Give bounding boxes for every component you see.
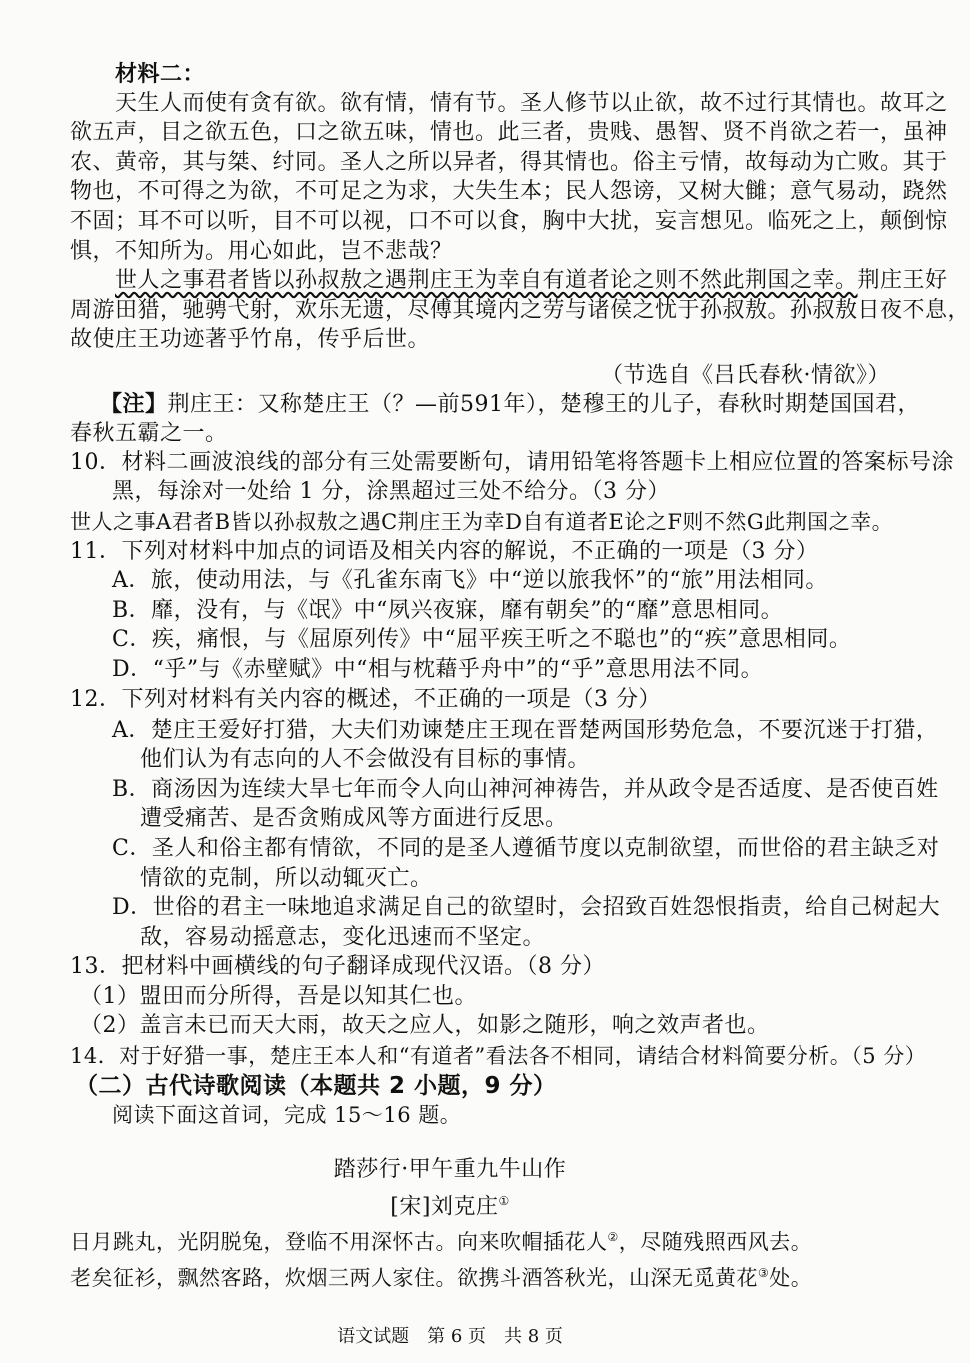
question-12-option-a-cont: 他们认为有志向的人不会做没有目标的事情。: [140, 747, 591, 773]
question-11-option-a: A．旅，使动用法，与《孔雀东南飞》中“逆以旅我怀”的“旅”用法相同。: [112, 568, 828, 594]
question-12-option-b-cont: 遭受痛苦、是否贪贿成风等方面进行反思。: [140, 806, 568, 832]
text-line: 欲五声，目之欲五色，口之欲五味，情也。此三者，贵贱、愚智、贤不肖欲之若一，虽神: [70, 120, 948, 146]
question-13-sentence-1: （1）盟田而分所得，吾是以知其仁也。: [80, 983, 477, 1009]
text-line: 故使庄王功迹著乎竹帛，传乎后世。: [70, 327, 431, 353]
text-line: 惧，不知所为。用心如此，岂不悲哉？: [70, 238, 453, 264]
question-10-stem: 10．材料二画波浪线的部分有三处需要断句，请用铅笔将答题卡上相应位置的答案标号涂: [70, 449, 954, 475]
footnote-marker: ③: [758, 1266, 770, 1280]
question-11-option-b: B．靡，没有，与《氓》中“夙兴夜寐，靡有朝矣”的“靡”意思相同。: [112, 597, 784, 623]
wavy-underlined-sentence: 世人之事君者皆以孙叔敖之遇荆庄王为幸自有道者论之则不然此荆国之幸。: [115, 268, 858, 294]
poem-text: ，尽随残照西风去。: [618, 1230, 813, 1254]
wavy-line-paragraph: [115, 266, 948, 296]
text-span: 荆庄王好: [857, 268, 948, 294]
note-text: 荆庄王：又称楚庄王（？—前591年），楚穆王的儿子，春秋时期楚国国君，: [167, 391, 921, 417]
question-12-option-c: C．圣人和俗主都有情欲，不同的是圣人遵循节度以克制欲望，而世俗的君主缺乏对: [112, 836, 940, 862]
page-footer: 语文试题 第 6 页 共 8 页: [337, 1326, 563, 1347]
text-line: 天生人而使有贪有欲。欲有情，情有节。圣人修节以止欲，故不过行其情也。故耳之: [115, 90, 948, 116]
question-12-option-d: D．世俗的君主一味地追求满足自己的欲望时，会招致百姓怨恨指责，给自己树起大: [112, 895, 941, 921]
section-2-title: （二）古代诗歌阅读（本题共 2 小题，9 分）: [75, 1073, 557, 1100]
question-12-option-a: A．楚庄王爱好打猎，大夫们劝谏楚庄王现在晋楚两国形势危急，不要沉迷于打猎，: [112, 717, 939, 743]
question-11-option-d: D．“乎”与《赤壁赋》中“相与枕藉乎舟中”的“乎”意思用法不同。: [112, 656, 764, 682]
question-11-stem: 11．下列对材料中加点的词语及相关内容的解说，不正确的一项是（3 分）: [70, 538, 819, 564]
material-heading: 材料二：: [115, 62, 206, 87]
question-12-option-b: B．商汤因为连续大旱七年而令人向山神河神祷告，并从政令是否适度、是否使百姓: [112, 776, 939, 802]
note-line: [100, 390, 920, 420]
text-line: 农、黄帝，其与桀、纣同。圣人之所以异者，得其情也。俗主亏情，故每动为亡败。其于: [70, 149, 948, 175]
text-line: 物也，不可得之为欲，不可足之为求，大失生本；民人怨谤，又树大雠；意气易动，跷然: [70, 179, 948, 205]
note-line-2: 春秋五霸之一。: [70, 421, 228, 447]
poem-author-name: [宋]刘克庄: [390, 1194, 499, 1220]
footnote-marker: ①: [498, 1194, 510, 1208]
poem-text: 日月跳丸，光阴脱兔，登临不用深怀古。向来吹帽插花人: [70, 1230, 608, 1254]
question-13-sentence-2: （2）盖言未已而天大雨，故天之应人，如影之随形，响之效声者也。: [80, 1013, 770, 1039]
poem-title: 踏莎行·甲午重九牛山作: [333, 1157, 567, 1182]
question-10-sentence: 世人之事A君者B皆以孙叔敖之遇C荆庄王为幸D自有道者E论之F则不然G此荆国之幸。: [70, 510, 894, 534]
text-line: 周游田猎，驰骋弋射，欢乐无遗，尽傅其境内之劳与诸侯之忧于孙叔敖。孙叔敖日夜不息，: [70, 297, 970, 323]
question-12-option-d-cont: 敌，容易动摇意志，变化迅速而不坚定。: [140, 924, 546, 950]
poem-line-1: [70, 1222, 812, 1257]
text-line: 不固；耳不可以听，目不可以视，口不可以食，胸中大扰，妄言想见。临死之上，颠倒惊: [70, 209, 948, 235]
poem-text: 老矣征衫，飘然客路，炊烟三两人家住。欲携斗酒答秋光，山深无觅黄花: [70, 1266, 758, 1290]
question-11-option-c: C．疾，痛恨，与《屈原列传》中“屈平疾王听之不聪也”的“疾”意思相同。: [112, 627, 852, 653]
question-12-option-c-cont: 情欲的克制，所以动辄灭亡。: [140, 865, 433, 891]
question-14-stem: 14．对于好猎一事，楚庄王本人和“有道者”看法各不相同，请结合材料简要分析。（5 分）: [70, 1044, 927, 1069]
question-13-stem: 13．把材料中画横线的句子翻译成现代汉语。（8 分）: [70, 954, 605, 980]
note-label: 【注】: [100, 391, 168, 417]
poem-author: [0, 1186, 900, 1222]
source-citation: （节选自《吕氏春秋·情欲》）: [601, 362, 890, 388]
footnote-marker: ②: [607, 1230, 619, 1244]
poem-line-2: [70, 1258, 812, 1293]
question-10-stem-2: 黑，每涂对一处给 1 分，涂黑超过三处不给分。（3 分）: [112, 479, 670, 505]
question-12-stem: 12．下列对材料有关内容的概述，不正确的一项是（3 分）: [70, 687, 661, 713]
poem-text: 处。: [769, 1266, 813, 1290]
section-2-instruction: 阅读下面这首词，完成 15～16 题。: [112, 1103, 462, 1128]
